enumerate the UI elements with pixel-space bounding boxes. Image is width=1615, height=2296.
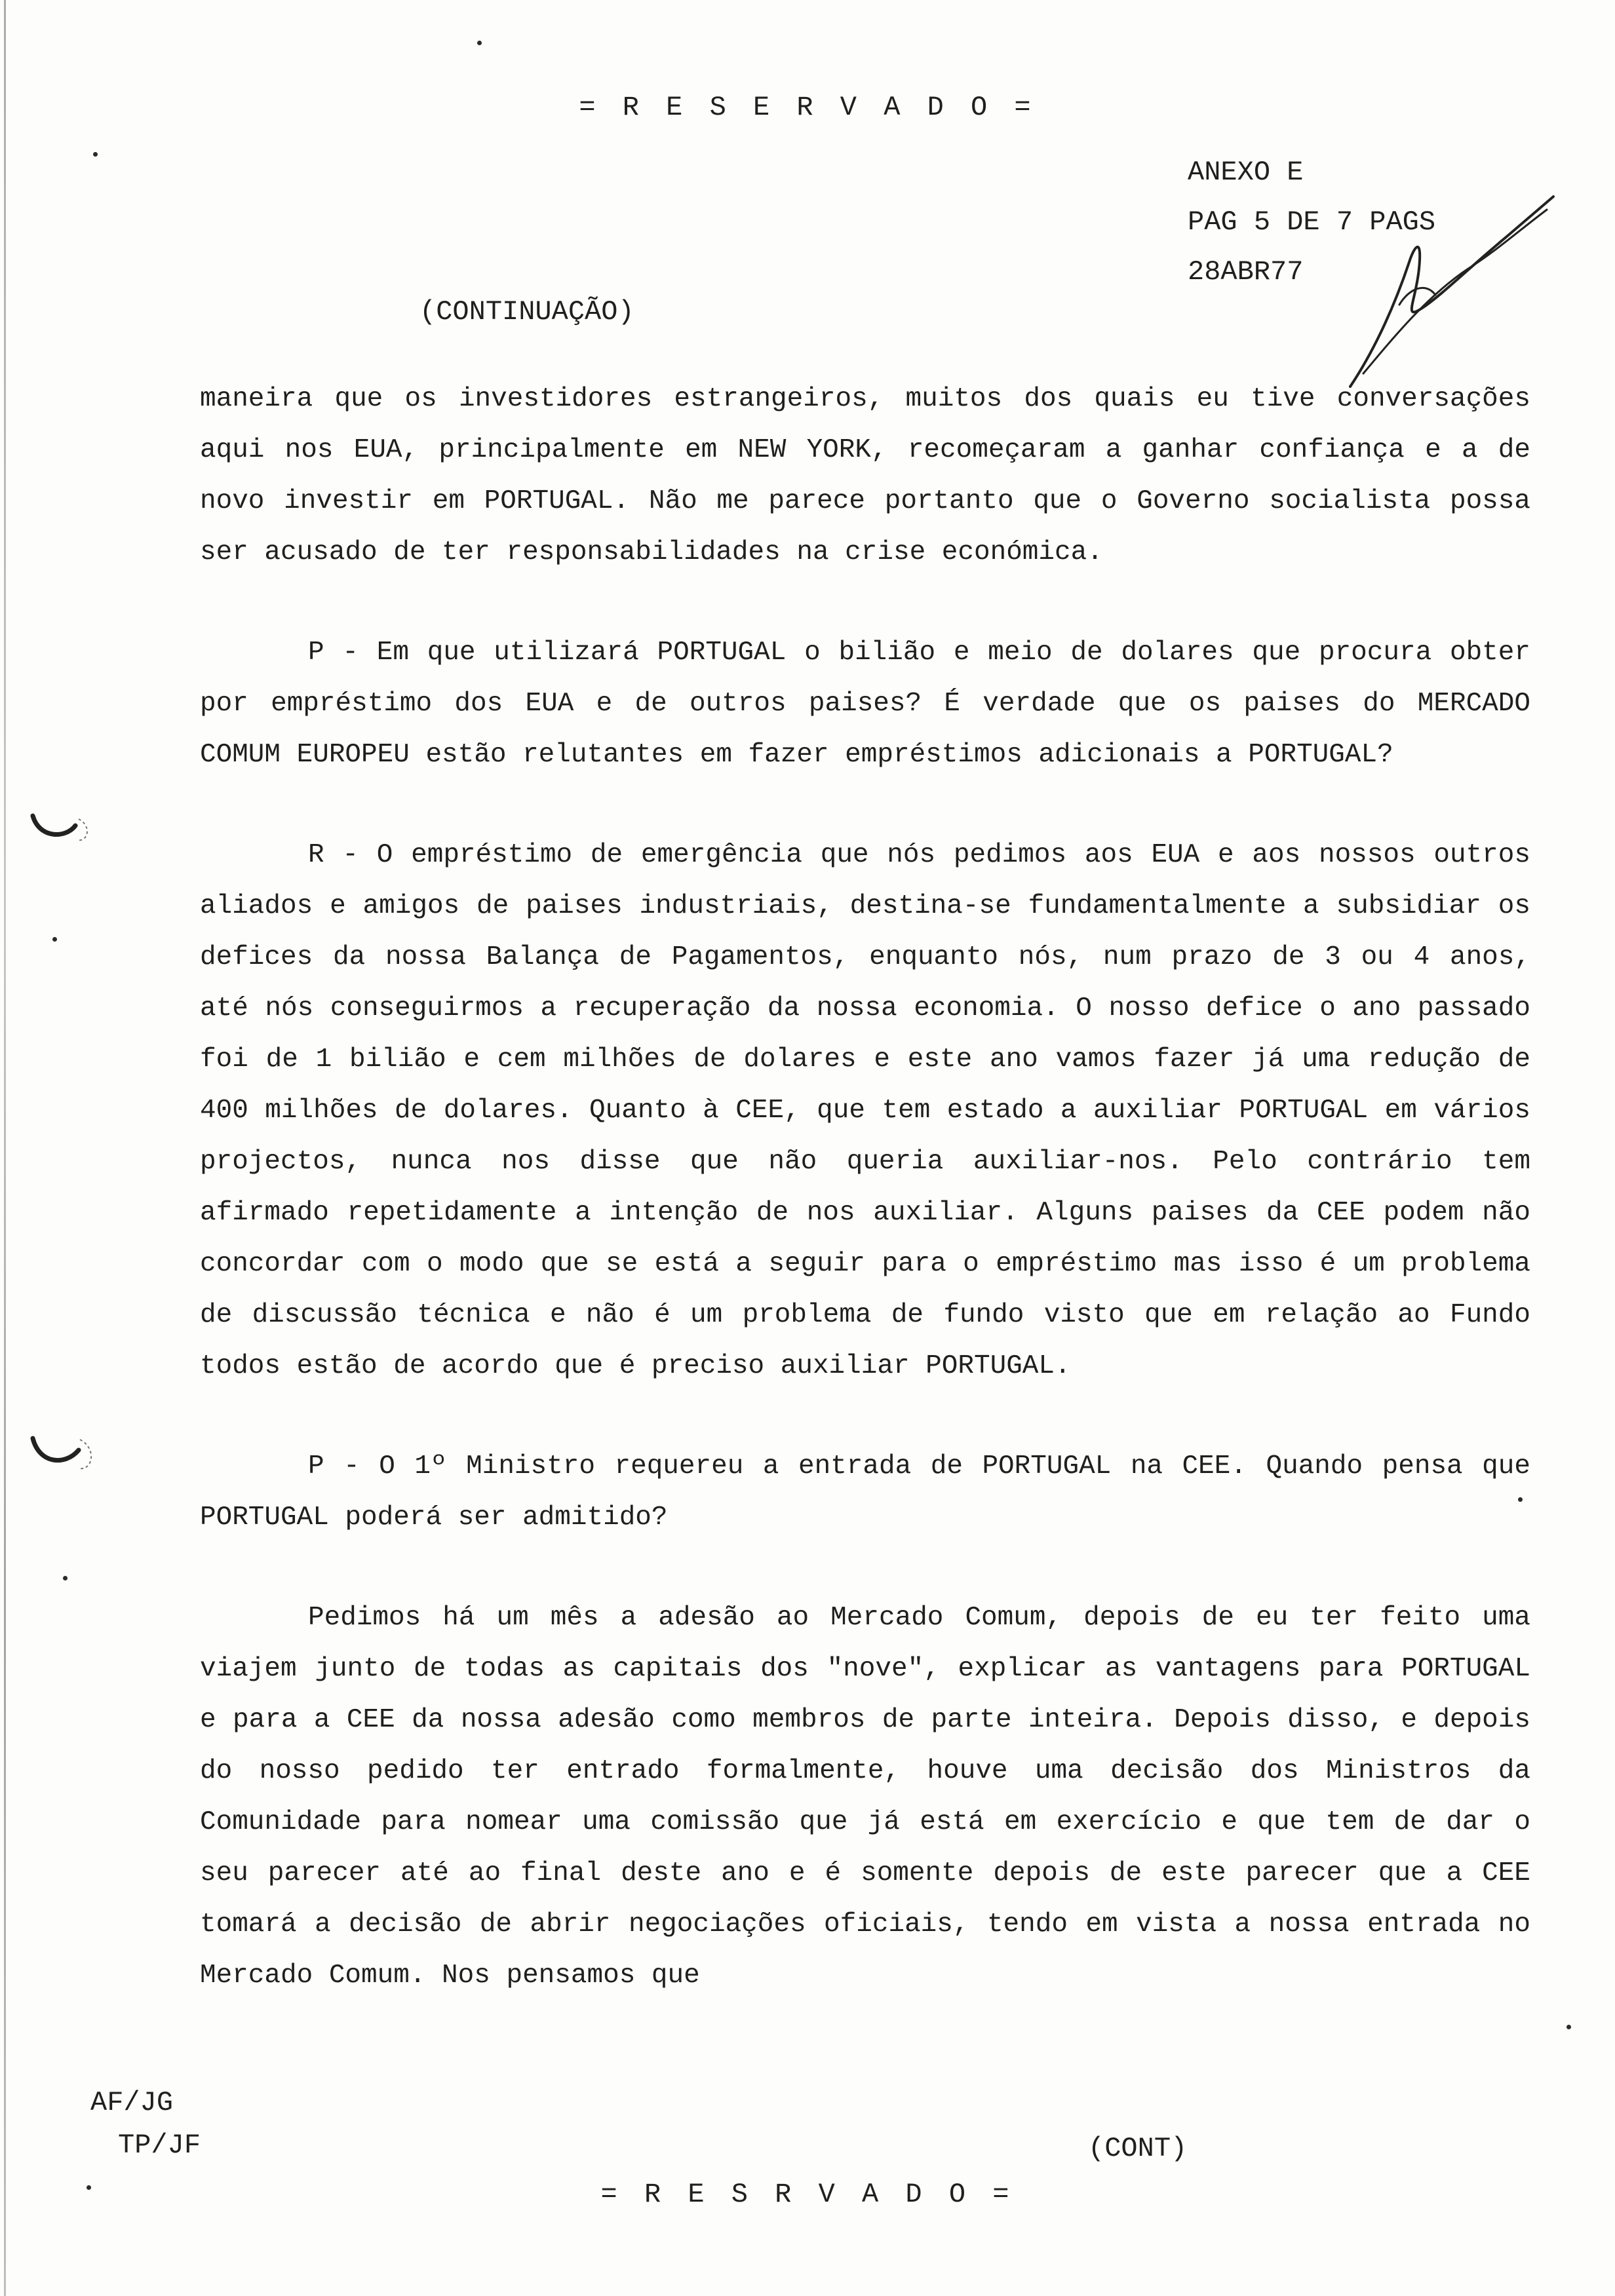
document-body	[200, 373, 1530, 2001]
paper-speck	[52, 937, 57, 942]
paragraph-answer-cee-entry: Pedimos há um mês a adesão ao Mercado Comum, depois de eu ter feito uma viajem junto de todas as capitais dos "nove", explicar as vantagens para PORTUGAL e para a CEE da nossa adesão como membros de parte inteira. Depois disso, e depois do nosso pedido ter entrado formalmente, houve uma decisão dos Ministros da Comunidade para nomear uma comissão que já está em exercício e que tem de dar o seu parecer até ao final deste ano e é somente depois de este parecer que a CEE tomará a decisão de abrir negociações oficiais, tendo em vista a nossa entrada no Mercado Comum. Nos pensamos que	[200, 1603, 1530, 1991]
continued-marker: (CONT)	[1088, 2133, 1188, 2164]
annex-label: ANEXO E	[1188, 157, 1304, 188]
classification-header: = R E S E R V A D O =	[579, 92, 1036, 123]
paragraph-question-loan: P - Em que utilizará PORTUGAL o bilião e meio de dolares que procura obter por empréstimo dos EUA e de outros paises? É verdade que os paises do MERCADO COMUM EUROPEU estão relutantes em fazer empréstimos adicionais a PORTUGAL?	[200, 638, 1530, 770]
page-count: PAG 5 DE 7 PAGS	[1188, 206, 1436, 238]
paper-speck	[93, 152, 98, 157]
paper-speck	[87, 2185, 91, 2190]
binder-hole-mark	[26, 799, 98, 852]
document-date: 28ABR77	[1188, 256, 1304, 288]
paragraph-question-cee-entry: P - O 1º Ministro requereu a entrada de PORTUGAL na CEE. Quando pensa que PORTUGAL poderá ser admitido?	[200, 1451, 1530, 1533]
paper-speck	[477, 41, 482, 45]
binder-hole-mark	[26, 1425, 98, 1478]
classification-footer: = R E S R V A D O =	[600, 2179, 1015, 2210]
paper-speck	[1566, 2025, 1571, 2029]
continuation-label: (CONTINUAÇÃO)	[419, 296, 634, 328]
paragraph-answer-loan: R - O empréstimo de emergência que nós pedimos aos EUA e aos nossos outros aliados e amigos de paises industriais, destina-se fundamentalmente a subsidiar os defices da nossa Balança de Pagamentos, enquanto nós, num prazo de 3 ou 4 anos, até nós conseguirmos a recuperação da nossa economia. O nosso defice o ano passado foi de 1 bilião e cem milhões de dolares e este ano vamos fazer já uma redução de 400 milhões de dolares. Quanto à CEE, que tem estado a auxiliar PORTUGAL em vários projectos, nunca nos disse que não queria auxiliar-nos. Pelo contrário tem afirmado repetidamente a intenção de nos auxiliar. Alguns paises da CEE podem não concordar com o modo que se está a seguir para o empréstimo mas isso é um problema de discussão técnica e não é um problema de fundo visto que em relação ao Fundo todos estão de acordo que é preciso auxiliar PORTUGAL.	[200, 840, 1530, 1381]
paper-speck	[63, 1576, 68, 1580]
paper-speck	[1518, 1497, 1523, 1502]
typist-initials-2: TP/JF	[118, 2130, 201, 2161]
paragraph-continued-answer: maneira que os investidores estrangeiros, muitos dos quais eu tive conversações aqui nos EUA, principalmente em NEW YORK, recomeçaram a ganhar confiança e a de novo investir em PORTUGAL. Não me parece portanto que o Governo socialista possa ser acusado de ter responsabilidades na crise económica.	[200, 384, 1530, 567]
page-edge-shadow	[4, 0, 6, 2296]
typist-initials-1: AF/JG	[90, 2087, 174, 2118]
